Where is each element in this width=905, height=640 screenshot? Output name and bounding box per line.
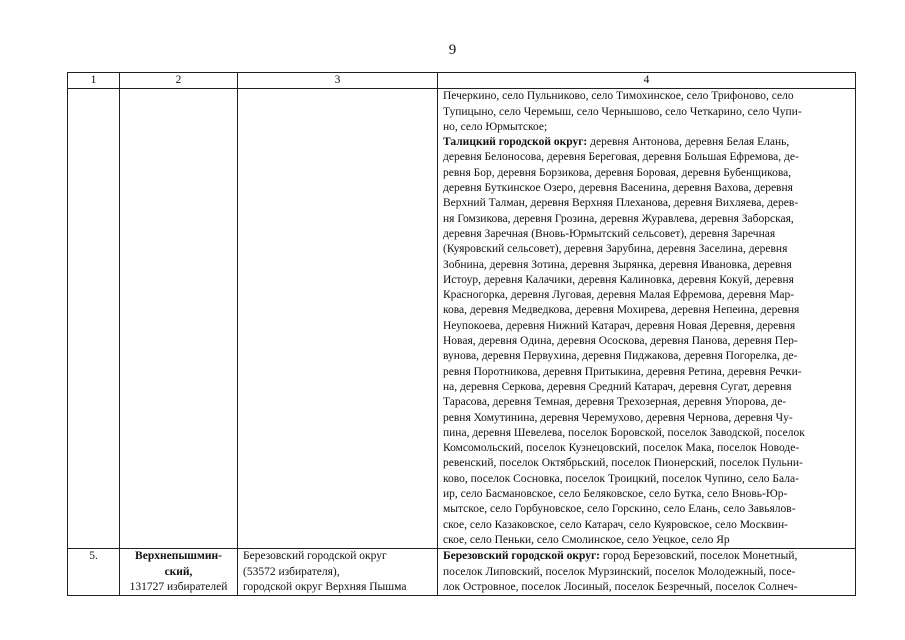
table-row-continued xyxy=(68,89,856,549)
settlement-line: поселок Липовский, поселок Мурзинский, поселок Молодежный, посе- xyxy=(443,565,796,578)
settlement-line: (Куяровский сельсовет), деревня Зарубина, деревня Заселина, деревня xyxy=(443,243,788,256)
settlement-line: ревня Бор, деревня Борзикова, деревня Боровая, деревня Бубенщикова, xyxy=(443,166,792,179)
berezovsky-settlements xyxy=(443,565,850,596)
settlement-line: вунова, деревня Первухина, деревня Пиджакова, деревня Погорелка, де- xyxy=(443,350,798,363)
district-composition-cell xyxy=(238,549,438,596)
district-name-line2: ский, xyxy=(164,565,193,578)
settlement-line: ревня Хомутинина, деревня Черемухово, деревня Чернова, деревня Чу- xyxy=(443,411,793,424)
settlement-line: пина, деревня Шевелева, поселок Боровской, поселок Заводской, поселок xyxy=(443,426,805,439)
settlement-line: Тарасова, деревня Темная, деревня Трехозерная, деревня Упорова, де- xyxy=(443,396,787,409)
cell-composition-empty xyxy=(238,89,438,549)
page-number: 9 xyxy=(448,42,457,58)
settlement-line: Комсомольский, поселок Кузнецовский, поселок Мака, поселок Новоде- xyxy=(443,442,800,455)
district-number: 5. xyxy=(68,549,120,596)
settlements-intro xyxy=(443,89,850,135)
settlement-line: деревня Буткинское Озеро, деревня Васенина, деревня Вахова, деревня xyxy=(443,182,793,195)
composition-line1: Березовский городской округ xyxy=(243,550,387,563)
settlement-line: Истоур, деревня Калачики, деревня Калиновка, деревня Кокуй, деревня xyxy=(443,273,794,286)
settlement-line: ское, село Казаковское, село Катарач, село Куяровское, село Москвин- xyxy=(443,518,788,531)
district-voters: 131727 избирателей xyxy=(129,580,228,593)
district-name-cell xyxy=(120,549,238,596)
settlement-line: Тупицыно, село Черемыш, село Чернышово, село Четкарино, село Чупи- xyxy=(443,105,802,118)
berezovsky-label: Березовский городской округ: xyxy=(443,550,601,563)
settlement-line: деревня Белоносова, деревня Береговая, деревня Большая Ефремова, де- xyxy=(443,151,799,164)
settlement-line: деревня Заречная (Вновь-Юрмытский сельсовет), деревня Заречная xyxy=(443,227,776,240)
cell-district-empty xyxy=(120,89,238,549)
settlement-line: Красногорка, деревня Луговая, деревня Малая Ефремова, деревня Мар- xyxy=(443,289,795,302)
berezovsky-first-line-text: город Березовский, поселок Монетный, xyxy=(600,550,798,563)
composition-line2: (53572 избирателя), xyxy=(243,565,340,578)
table-header-row xyxy=(68,73,856,89)
composition-line3: городской округ Верхняя Пышма xyxy=(243,580,407,593)
header-col-1: 1 xyxy=(68,73,120,89)
cell-settlements xyxy=(438,89,856,549)
settlement-line: Печеркино, село Пульниково, село Тимохинское, село Трифоново, село xyxy=(443,90,794,103)
settlement-line: Верхний Талман, деревня Верхняя Плеханова, деревня Вихляева, дерев- xyxy=(443,197,799,210)
talitsky-label: Талицкий городской округ: xyxy=(443,136,588,149)
settlement-line: ня Гомзикова, деревня Грозина, деревня Журавлева, деревня Заборская, xyxy=(443,212,794,225)
settlement-line: на, деревня Серкова, деревня Средний Катарач, деревня Сугат, деревня xyxy=(443,380,792,393)
settlement-line: ское, село Пеньки, село Смолинское, село Уецкое, село Яр xyxy=(443,533,730,546)
cell-number-empty xyxy=(68,89,120,549)
header-col-3: 3 xyxy=(238,73,438,89)
talitsky-first-line-text: деревня Антонова, деревня Белая Елань, xyxy=(587,136,790,149)
berezovsky-first-line xyxy=(443,549,850,564)
table-row-district-5 xyxy=(68,549,856,596)
settlement-line: ревня Поротникова, деревня Притыкина, деревня Ретина, деревня Речки- xyxy=(443,365,802,378)
settlement-line: Зобнина, деревня Зотина, деревня Зырянка, деревня Ивановка, деревня xyxy=(443,258,792,271)
district-settlements-cell xyxy=(438,549,856,596)
settlement-line: ково, поселок Сосновка, поселок Троицкий, поселок Чупино, село Бала- xyxy=(443,472,799,485)
settlement-line: мытское, село Горбуновское, село Горскино, село Елань, село Завьялов- xyxy=(443,503,796,516)
settlement-line: ревенский, поселок Октябрьский, поселок Пионерский, поселок Пульни- xyxy=(443,457,803,470)
district-name-line1: Верхнепышмин- xyxy=(135,550,222,563)
settlement-line: Новая, деревня Одина, деревня Ососкова, деревня Панова, деревня Пер- xyxy=(443,335,798,348)
talitsky-first-line xyxy=(443,135,850,150)
talitsky-settlements xyxy=(443,150,850,548)
settlement-line: кова, деревня Медведкова, деревня Мохирева, деревня Непеина, деревня xyxy=(443,304,800,317)
header-col-4: 4 xyxy=(438,73,856,89)
district-table xyxy=(67,72,856,596)
settlement-line: Неупокоева, деревня Нижний Катарач, деревня Новая Деревня, деревня xyxy=(443,319,796,332)
settlement-line: но, село Юрмытское; xyxy=(443,120,548,133)
settlement-line: лок Островное, поселок Лосиный, поселок Безречный, поселок Солнеч- xyxy=(443,580,798,593)
settlement-line: ир, село Басмановское, село Беляковское, село Бутка, село Вновь-Юр- xyxy=(443,488,788,501)
header-col-2: 2 xyxy=(120,73,238,89)
